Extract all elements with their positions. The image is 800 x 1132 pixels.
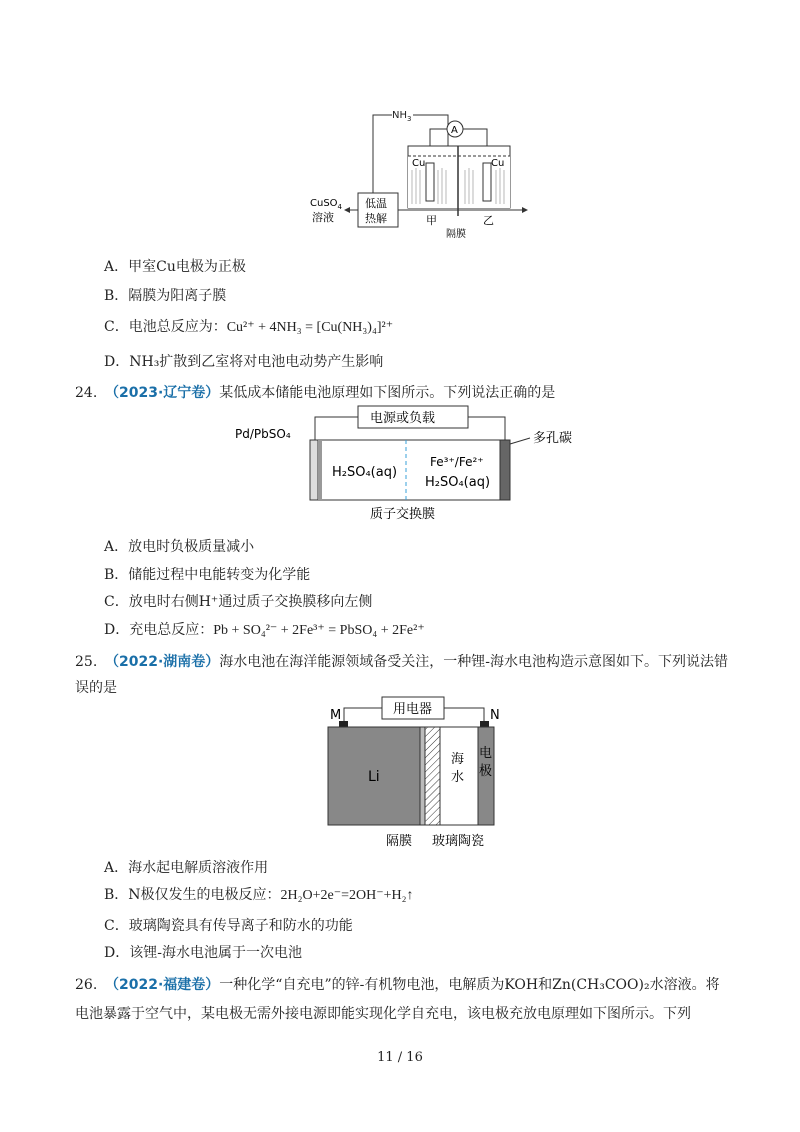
question-25: 25. （2022·湖南卷）海水电池在海洋能源领域备受关注，一种锂-海水电池构造示意图如下。下列说法错 <box>75 654 729 670</box>
page-number: 11 / 16 <box>377 1050 423 1065</box>
svg-text:H₂SO₄(aq): H₂SO₄(aq) <box>332 465 398 480</box>
question-26: 26. （2022·福建卷）一种化学“自充电”的锌-有机物电池，电解质为KOH和Zn(CH₃COO)₂水溶液。将 <box>75 977 720 993</box>
q24-option-c[interactable]: C．放电时右侧H⁺通过质子交换膜移向左侧 <box>104 594 373 610</box>
svg-text:热解: 热解 <box>365 212 387 225</box>
svg-text:用电器: 用电器 <box>393 702 433 717</box>
svg-text:H₂SO₄(aq): H₂SO₄(aq) <box>425 475 491 490</box>
svg-text:电源或负载: 电源或负载 <box>370 411 436 426</box>
svg-text:隔膜: 隔膜 <box>446 229 466 238</box>
q24-option-a[interactable]: A．放电时负极质量减小 <box>104 539 255 555</box>
pb-electrode <box>310 440 318 500</box>
carbon-electrode <box>500 440 510 500</box>
svg-text:隔膜: 隔膜 <box>386 834 413 849</box>
q25-option-a[interactable]: A．海水起电解质溶液作用 <box>104 860 269 876</box>
q24-option-d[interactable]: D．充电总反应：Pb + SO₄²⁻ + 2Fe³⁺ = PbSO₄ + 2Fe²⁺ <box>104 622 425 638</box>
svg-text:多孔碳: 多孔碳 <box>533 431 573 446</box>
svg-text:Fe³⁺/Fe²⁺: Fe³⁺/Fe²⁺ <box>430 455 484 469</box>
svg-text:电: 电 <box>479 746 493 761</box>
cu-electrode-left <box>426 163 434 201</box>
svg-text:溶液: 溶液 <box>312 211 334 224</box>
nh3-label: $NH_3$ <box>392 110 412 123</box>
question-26-line2: 电池暴露于空气中，某电极无需外接电源即能实现化学自充电，该电极充放电原理如下图所示。下列 <box>75 1006 691 1022</box>
svg-text:水: 水 <box>451 770 465 785</box>
svg-text:甲: 甲 <box>426 214 437 227</box>
cu-electrode-right <box>483 163 491 201</box>
q23-option-a[interactable]: A．甲室Cu电极为正极 <box>104 259 246 275</box>
q25-option-b[interactable]: B．N极仅发生的电极反应：2H₂O+2e⁻=2OH⁻+H₂↑ <box>104 887 414 903</box>
diagram-q25 <box>320 693 520 850</box>
svg-text:玻璃陶瓷: 玻璃陶瓷 <box>432 834 485 849</box>
svg-text:低温: 低温 <box>365 197 387 210</box>
svg-text:极: 极 <box>479 764 493 779</box>
glass-ceramic <box>425 727 440 825</box>
question-25-line2: 误的是 <box>75 680 117 696</box>
svg-text:CuSO4: CuSO$_4$ <box>310 198 343 211</box>
q23-option-c[interactable]: C．电池总反应为：Cu²⁺ + 4NH₃ = [Cu(NH₃)₄]²⁺ <box>104 319 394 335</box>
q25-option-c[interactable]: C．玻璃陶瓷具有传导离子和防水的功能 <box>104 918 353 934</box>
svg-text:M: M <box>330 708 342 723</box>
q23-option-d[interactable]: D．NH₃扩散到乙室将对电池电动势产生影响 <box>104 354 384 370</box>
svg-text:Li: Li <box>368 769 380 785</box>
q23-option-b[interactable]: B．隔膜为阳离子膜 <box>104 288 227 304</box>
svg-text:海: 海 <box>451 752 465 767</box>
svg-text:A: A <box>451 125 458 136</box>
svg-text:乙: 乙 <box>483 214 494 227</box>
diagram-q23 <box>300 98 530 238</box>
svg-text:Pd/PbSO₄: Pd/PbSO₄ <box>235 427 291 441</box>
q24-option-b[interactable]: B．储能过程中电能转变为化学能 <box>104 567 311 583</box>
q25-option-d[interactable]: D．该锂-海水电池属于一次电池 <box>104 945 302 961</box>
question-24: 24. （2023·辽宁卷）某低成本储能电池原理如下图所示。下列说法正确的是 <box>75 385 556 401</box>
svg-text:Cu: Cu <box>412 158 426 169</box>
svg-text:Cu: Cu <box>491 158 505 169</box>
svg-text:质子交换膜: 质子交换膜 <box>370 507 436 522</box>
diagram-q24 <box>230 402 610 524</box>
svg-text:N: N <box>490 708 500 723</box>
